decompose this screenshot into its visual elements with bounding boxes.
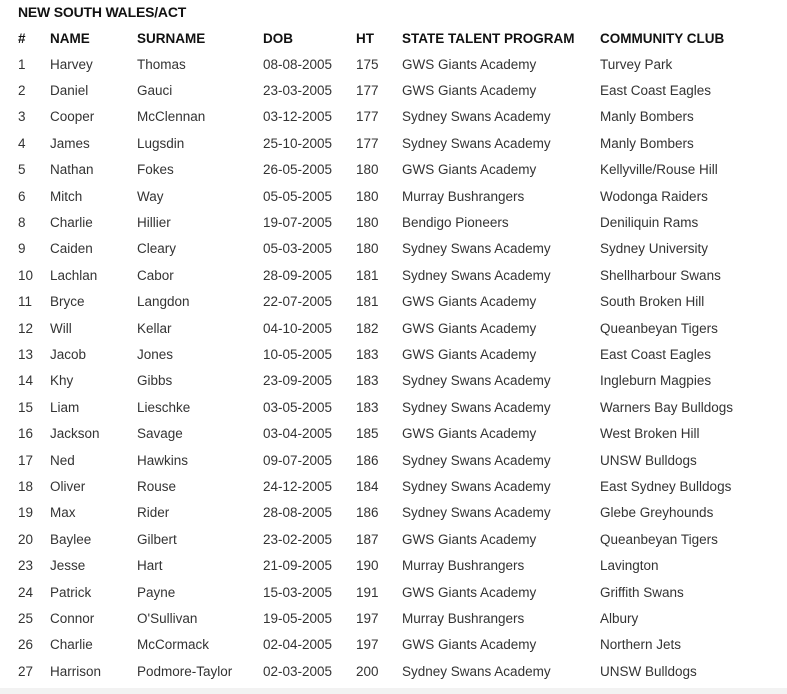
player-surname: Savage <box>137 426 183 442</box>
table-row <box>10 51 780 77</box>
table-row <box>10 262 780 288</box>
player-surname: Jones <box>137 346 174 362</box>
player-community-club: Ingleburn Magpies <box>600 373 712 389</box>
player-talent-program: Sydney Swans Academy <box>402 373 551 389</box>
player-surname: Podmore-Taylor <box>137 663 233 679</box>
player-community-club: Glebe Greyhounds <box>600 505 714 521</box>
player-dob: 26-05-2005 <box>263 162 333 178</box>
table-row <box>10 157 780 183</box>
player-height: 185 <box>356 426 379 442</box>
player-height: 197 <box>356 610 379 626</box>
player-talent-program: Sydney Swans Academy <box>402 135 551 151</box>
player-surname: McClennan <box>137 109 206 125</box>
player-number: 19 <box>18 505 34 521</box>
player-number: 4 <box>18 135 26 151</box>
player-height: 186 <box>356 452 379 468</box>
table-row <box>10 500 780 526</box>
table-row <box>10 579 780 605</box>
player-height: 181 <box>356 267 379 283</box>
player-community-club: Sydney University <box>600 241 709 257</box>
player-surname: Rouse <box>137 478 177 494</box>
player-dob: 10-05-2005 <box>263 346 333 362</box>
player-talent-program: GWS Giants Academy <box>402 56 537 72</box>
player-height: 187 <box>356 531 379 547</box>
player-height: 180 <box>356 188 379 204</box>
player-height: 177 <box>356 83 379 99</box>
column-header-state-talent-program: STATE TALENT PROGRAM <box>402 30 575 46</box>
player-talent-program: GWS Giants Academy <box>402 531 537 547</box>
player-name: Cooper <box>50 109 95 125</box>
table-row <box>10 394 780 420</box>
player-dob: 25-10-2005 <box>263 135 333 151</box>
player-name: Will <box>50 320 72 336</box>
player-surname: Hart <box>137 558 163 574</box>
table-row <box>10 104 780 130</box>
player-height: 175 <box>356 56 379 72</box>
player-number: 3 <box>18 109 26 125</box>
table-row <box>10 183 780 209</box>
player-talent-program: Sydney Swans Academy <box>402 241 551 257</box>
player-community-club: East Coast Eagles <box>600 346 712 362</box>
player-dob: 03-04-2005 <box>263 426 333 442</box>
column-header-community-club: COMMUNITY CLUB <box>600 30 725 46</box>
player-number: 10 <box>18 267 34 283</box>
player-community-club: East Sydney Bulldogs <box>600 478 732 494</box>
player-dob: 08-08-2005 <box>263 56 333 72</box>
player-height: 200 <box>356 663 379 679</box>
player-height: 191 <box>356 584 379 600</box>
column-header-name: NAME <box>50 30 90 46</box>
column-header-height: HT <box>356 30 374 46</box>
table-row <box>10 420 780 446</box>
player-height: 181 <box>356 294 379 310</box>
player-name: Oliver <box>50 478 86 494</box>
player-dob: 23-02-2005 <box>263 531 333 547</box>
player-number: 16 <box>18 426 34 442</box>
player-talent-program: Sydney Swans Academy <box>402 505 551 521</box>
table-row <box>10 552 780 578</box>
table-row <box>10 289 780 315</box>
player-surname: Thomas <box>137 56 186 72</box>
table-row <box>10 632 780 658</box>
player-number: 26 <box>18 637 34 653</box>
player-community-club: West Broken Hill <box>600 426 700 442</box>
player-number: 20 <box>18 531 34 547</box>
player-height: 183 <box>356 399 379 415</box>
player-number: 24 <box>18 584 34 600</box>
player-height: 183 <box>356 346 379 362</box>
player-surname: Kellar <box>137 320 172 336</box>
player-talent-program: Sydney Swans Academy <box>402 399 551 415</box>
player-name: Nathan <box>50 162 94 178</box>
player-surname: Fokes <box>137 162 174 178</box>
player-dob: 28-09-2005 <box>263 267 333 283</box>
player-community-club: Queanbeyan Tigers <box>600 531 718 547</box>
player-height: 177 <box>356 109 379 125</box>
player-number: 8 <box>18 215 26 231</box>
table-row <box>10 209 780 235</box>
player-talent-program: Sydney Swans Academy <box>402 452 551 468</box>
player-talent-program: GWS Giants Academy <box>402 162 537 178</box>
table-title: NEW SOUTH WALES/ACT <box>18 4 187 20</box>
table-row <box>10 130 780 156</box>
player-name: Bryce <box>50 294 85 310</box>
player-talent-program: Sydney Swans Academy <box>402 267 551 283</box>
player-surname: Gauci <box>137 83 173 99</box>
player-talent-program: GWS Giants Academy <box>402 294 537 310</box>
player-number: 25 <box>18 610 34 626</box>
player-surname: Gibbs <box>137 373 173 389</box>
player-surname: McCormack <box>137 637 210 653</box>
player-name: Jesse <box>50 558 86 574</box>
player-dob: 21-09-2005 <box>263 558 333 574</box>
column-header-surname: SURNAME <box>137 30 206 46</box>
player-dob: 03-12-2005 <box>263 109 333 125</box>
player-community-club: Kellyville/Rouse Hill <box>600 162 718 178</box>
player-surname: O'Sullivan <box>137 610 198 626</box>
player-number: 23 <box>18 558 34 574</box>
player-surname: Lugsdin <box>137 135 185 151</box>
player-community-club: Albury <box>600 610 639 626</box>
player-dob: 03-05-2005 <box>263 399 333 415</box>
player-number: 13 <box>18 346 34 362</box>
player-name: Ned <box>50 452 75 468</box>
player-number: 12 <box>18 320 34 336</box>
player-community-club: Deniliquin Rams <box>600 215 699 231</box>
player-community-club: Warners Bay Bulldogs <box>600 399 734 415</box>
player-dob: 23-03-2005 <box>263 83 333 99</box>
player-community-club: East Coast Eagles <box>600 83 712 99</box>
player-surname: Rider <box>137 505 170 521</box>
player-dob: 02-04-2005 <box>263 637 333 653</box>
player-number: 11 <box>18 294 33 310</box>
player-name: Jackson <box>50 426 100 442</box>
player-talent-program: GWS Giants Academy <box>402 346 537 362</box>
player-name: Liam <box>50 399 80 415</box>
table-row <box>10 368 780 394</box>
player-name: Baylee <box>50 531 92 547</box>
player-dob: 05-03-2005 <box>263 241 333 257</box>
player-community-club: Northern Jets <box>600 637 682 653</box>
table-row <box>10 77 780 103</box>
player-name: Max <box>50 505 76 521</box>
player-dob: 28-08-2005 <box>263 505 333 521</box>
player-talent-program: Bendigo Pioneers <box>402 215 509 231</box>
player-talent-program: GWS Giants Academy <box>402 320 537 336</box>
player-name: Jacob <box>50 346 87 362</box>
table-row <box>10 341 780 367</box>
player-dob: 19-07-2005 <box>263 215 333 231</box>
player-community-club: UNSW Bulldogs <box>600 452 697 468</box>
player-height: 190 <box>356 558 379 574</box>
table-body <box>10 51 780 684</box>
player-dob: 04-10-2005 <box>263 320 333 336</box>
player-talent-program: Sydney Swans Academy <box>402 478 551 494</box>
player-height: 180 <box>356 241 379 257</box>
player-dob: 22-07-2005 <box>263 294 333 310</box>
player-community-club: UNSW Bulldogs <box>600 663 697 679</box>
table-row <box>10 473 780 499</box>
player-dob: 05-05-2005 <box>263 188 333 204</box>
player-talent-program: GWS Giants Academy <box>402 426 537 442</box>
player-dob: 15-03-2005 <box>263 584 333 600</box>
player-surname: Hawkins <box>137 452 189 468</box>
player-name: Connor <box>50 610 95 626</box>
player-name: Patrick <box>50 584 92 600</box>
player-talent-program: Sydney Swans Academy <box>402 109 551 125</box>
player-name: Harrison <box>50 663 102 679</box>
player-surname: Langdon <box>137 294 190 310</box>
player-number: 9 <box>18 241 26 257</box>
player-name: James <box>50 135 90 151</box>
player-surname: Lieschke <box>137 399 191 415</box>
table-row <box>10 526 780 552</box>
bottom-edge <box>0 688 787 694</box>
player-number: 15 <box>18 399 34 415</box>
player-surname: Payne <box>137 584 176 600</box>
player-surname: Gilbert <box>137 531 177 547</box>
player-height: 183 <box>356 373 379 389</box>
table-row <box>10 658 780 684</box>
player-number: 5 <box>18 162 26 178</box>
player-number: 14 <box>18 373 34 389</box>
player-number: 6 <box>18 188 26 204</box>
player-talent-program: Sydney Swans Academy <box>402 663 551 679</box>
player-surname: Cleary <box>137 241 177 257</box>
player-number: 27 <box>18 663 34 679</box>
player-dob: 02-03-2005 <box>263 663 333 679</box>
player-community-club: Manly Bombers <box>600 135 694 151</box>
player-number: 17 <box>18 452 34 468</box>
player-community-club: Shellharbour Swans <box>600 267 721 283</box>
player-dob: 19-05-2005 <box>263 610 333 626</box>
column-header-dob: DOB <box>263 30 293 46</box>
player-talent-program: GWS Giants Academy <box>402 584 537 600</box>
player-name: Mitch <box>50 188 83 204</box>
player-height: 186 <box>356 505 379 521</box>
player-name: Lachlan <box>50 267 98 283</box>
player-surname: Hillier <box>137 215 171 231</box>
player-surname: Cabor <box>137 267 174 283</box>
player-height: 177 <box>356 135 379 151</box>
player-community-club: South Broken Hill <box>600 294 705 310</box>
table-header-row <box>10 25 780 51</box>
player-height: 180 <box>356 162 379 178</box>
player-name: Harvey <box>50 56 93 72</box>
player-name: Charlie <box>50 215 93 231</box>
player-community-club: Turvey Park <box>600 56 673 72</box>
player-name: Charlie <box>50 637 93 653</box>
table-row <box>10 605 780 631</box>
player-height: 197 <box>356 637 379 653</box>
player-talent-program: Murray Bushrangers <box>402 610 525 626</box>
player-name: Daniel <box>50 83 89 99</box>
player-number: 18 <box>18 478 34 494</box>
table-row <box>10 315 780 341</box>
player-dob: 24-12-2005 <box>263 478 333 494</box>
player-height: 184 <box>356 478 379 494</box>
player-number: 2 <box>18 83 26 99</box>
squad-table <box>10 25 780 684</box>
player-community-club: Lavington <box>600 558 659 574</box>
player-community-club: Manly Bombers <box>600 109 694 125</box>
player-name: Caiden <box>50 241 93 257</box>
player-talent-program: GWS Giants Academy <box>402 637 537 653</box>
player-community-club: Griffith Swans <box>600 584 684 600</box>
player-community-club: Wodonga Raiders <box>600 188 708 204</box>
player-height: 182 <box>356 320 379 336</box>
player-dob: 09-07-2005 <box>263 452 333 468</box>
player-dob: 23-09-2005 <box>263 373 333 389</box>
column-header-number: # <box>18 30 26 46</box>
player-surname: Way <box>137 188 164 204</box>
player-height: 180 <box>356 215 379 231</box>
table-row <box>10 236 780 262</box>
player-talent-program: Murray Bushrangers <box>402 188 525 204</box>
player-talent-program: Murray Bushrangers <box>402 558 525 574</box>
table-row <box>10 447 780 473</box>
player-name: Khy <box>50 373 74 389</box>
player-community-club: Queanbeyan Tigers <box>600 320 718 336</box>
player-number: 1 <box>18 56 26 72</box>
player-talent-program: GWS Giants Academy <box>402 83 537 99</box>
